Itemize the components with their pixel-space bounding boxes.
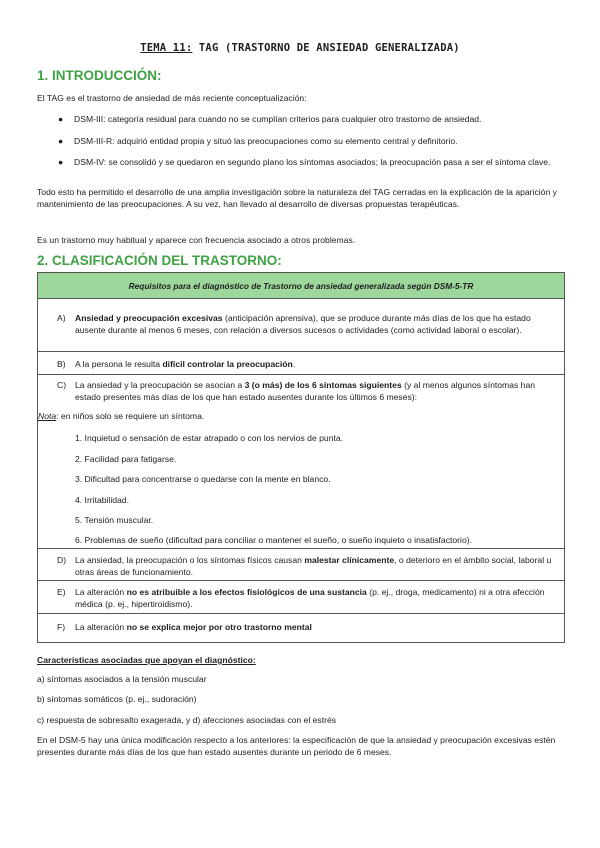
criterion-f-text xyxy=(75,622,561,634)
table-header: Requisitos para el diagnóstico de Trastorno de ansiedad generalizada según DSM-5-TR xyxy=(38,273,564,299)
criterion-f-pre: La alteración xyxy=(75,622,127,632)
associated-item-c: c) respuesta de sobresalto exagerada, y d) afecciones asociadas con el estrés xyxy=(37,715,337,725)
criterion-f-bold: no se explica mejor por otro trastorno mental xyxy=(126,622,312,632)
symptom-3: 3. Dificultad para concentrarse o quedarse con la mente en blanco. xyxy=(75,474,331,484)
symptom-5: 5. Tensión muscular. xyxy=(75,515,154,525)
criterion-a-letter: A) xyxy=(57,313,66,323)
criterion-c-bold: 3 (o más) de los 6 síntomas siguientes xyxy=(244,380,402,390)
note-text xyxy=(38,411,204,421)
associated-item-b: b) síntomas somáticos (p. ej., sudoración) xyxy=(37,694,197,704)
intro-bullet-1: DSM-III: categoría residual para cuando no se cumplían criterios para cualquier otro trastorno de ansiedad. xyxy=(74,114,482,124)
document-title xyxy=(0,42,600,54)
symptom-6: 6. Problemas de sueño (dificultad para conciliar o mantener el sueño, o sueño inquieto o insatisfactorio). xyxy=(75,535,472,545)
bullet-icon: ● xyxy=(58,157,64,167)
bullet-icon: ● xyxy=(58,136,64,146)
row-divider xyxy=(38,351,564,352)
intro-bullet-2: DSM-III-R: adquirió entidad propia y situó las preocupaciones como su elemento central y definitorio. xyxy=(74,136,458,146)
criterion-a-bold: Ansiedad y preocupación excesivas xyxy=(75,313,223,323)
criterion-c-text xyxy=(75,380,561,403)
associated-item-a: a) síntomas asociados a la tensión muscular xyxy=(37,674,207,684)
criterion-b-bold: difícil controlar la preocupación xyxy=(162,359,293,369)
section-heading-clasificacion: 2. CLASIFICACIÓN DEL TRASTORNO: xyxy=(37,253,282,268)
intro-lead: El TAG es el trastorno de ansiedad de más reciente conceptualización: xyxy=(37,93,307,103)
intro-paragraph-1: Todo esto ha permitido el desarrollo de una amplia investigación sobre la naturaleza del TAG cerradas en la explicación de la aparición y mantenimiento de las preocupaciones. A su vez, han llevado al desarrollo de diversas propuestas terapéuticas. xyxy=(37,187,557,209)
closing-paragraph: En el DSM-5 hay una única modificación respecto a los anteriores: la especificación de que la ansiedad y preocupación excesivas estén presentes durante más días de los que han estado ausentes durante un periodo de 6 meses. xyxy=(37,735,556,757)
criterion-c-pre: La ansiedad y la preocupación se asocian a xyxy=(75,380,245,390)
bullet-icon: ● xyxy=(58,114,64,124)
note-label: Nota xyxy=(38,411,57,421)
criterion-e-letter: E) xyxy=(57,587,66,597)
criterion-e-text xyxy=(75,587,561,610)
row-divider xyxy=(38,548,564,549)
criterion-b-pre: A la persona le resulta xyxy=(75,359,163,369)
criterion-d-pre: La ansiedad, la preocupación o los síntomas físicos causan xyxy=(75,555,305,565)
criterion-e-bold: no es atribuible a los efectos fisiológicos de una sustancia xyxy=(126,587,367,597)
criterion-e-pre: La alteración xyxy=(75,587,127,597)
criterion-e-post: (p. ej., droga, medicamento) ni a otra afección médica (p. ej., hipertiroidismo). xyxy=(75,587,545,609)
row-divider xyxy=(38,613,564,614)
note-body: : en niños solo se requiere un síntoma. xyxy=(56,411,205,421)
criterion-b-post: . xyxy=(292,359,296,369)
symptom-2: 2. Facilidad para fatigarse. xyxy=(75,454,177,464)
symptom-1: 1. Inquietud o sensación de estar atrapado o con los nervios de punta. xyxy=(75,433,344,443)
criterion-a-text xyxy=(75,313,561,336)
intro-paragraph-2: Es un trastorno muy habitual y aparece con frecuencia asociado a otros problemas. xyxy=(37,235,356,245)
title-prefix: TEMA 11: xyxy=(140,42,193,54)
criterion-c-post: (y al menos algunos síntomas han estado presentes más días de los que han estado ausentes durante los últimos 6 meses): xyxy=(75,380,536,402)
criterion-d-text xyxy=(75,555,561,578)
criterion-d-post: , o deterioro en el ámbito social, laboral u otras áreas de funcionamiento. xyxy=(75,555,552,577)
intro-bullet-3: DSM-IV: se consolidó y se quedaron en segundo plano los síntomas asociados; la preocupación pasa a ser el síntoma clave. xyxy=(74,157,551,167)
criterion-d-bold: malestar clínicamente xyxy=(304,555,395,565)
title-rest: TAG (TRASTORNO DE ANSIEDAD GENERALIZADA) xyxy=(192,42,460,54)
row-divider xyxy=(38,580,564,581)
row-divider xyxy=(38,374,564,375)
symptom-4: 4. Irritabilidad. xyxy=(75,495,129,505)
criterion-b-text xyxy=(75,359,561,371)
dsm-criteria-table xyxy=(37,272,565,643)
section-heading-introduccion: 1. INTRODUCCIÓN: xyxy=(37,68,162,83)
criterion-f-letter: F) xyxy=(57,622,66,632)
criterion-d-letter: D) xyxy=(57,555,67,565)
criterion-b-letter: B) xyxy=(57,359,66,369)
criterion-c-letter: C) xyxy=(57,380,67,390)
criterion-a-rest: (anticipación aprensiva), que se produce durante más días de los que ha estado ausente durante al menos 6 meses, con relación a diversos sucesos o actividades (como actividad laboral o escolar). xyxy=(75,313,531,335)
associated-heading: Características asociadas que apoyan el diagnóstico: xyxy=(37,655,256,665)
